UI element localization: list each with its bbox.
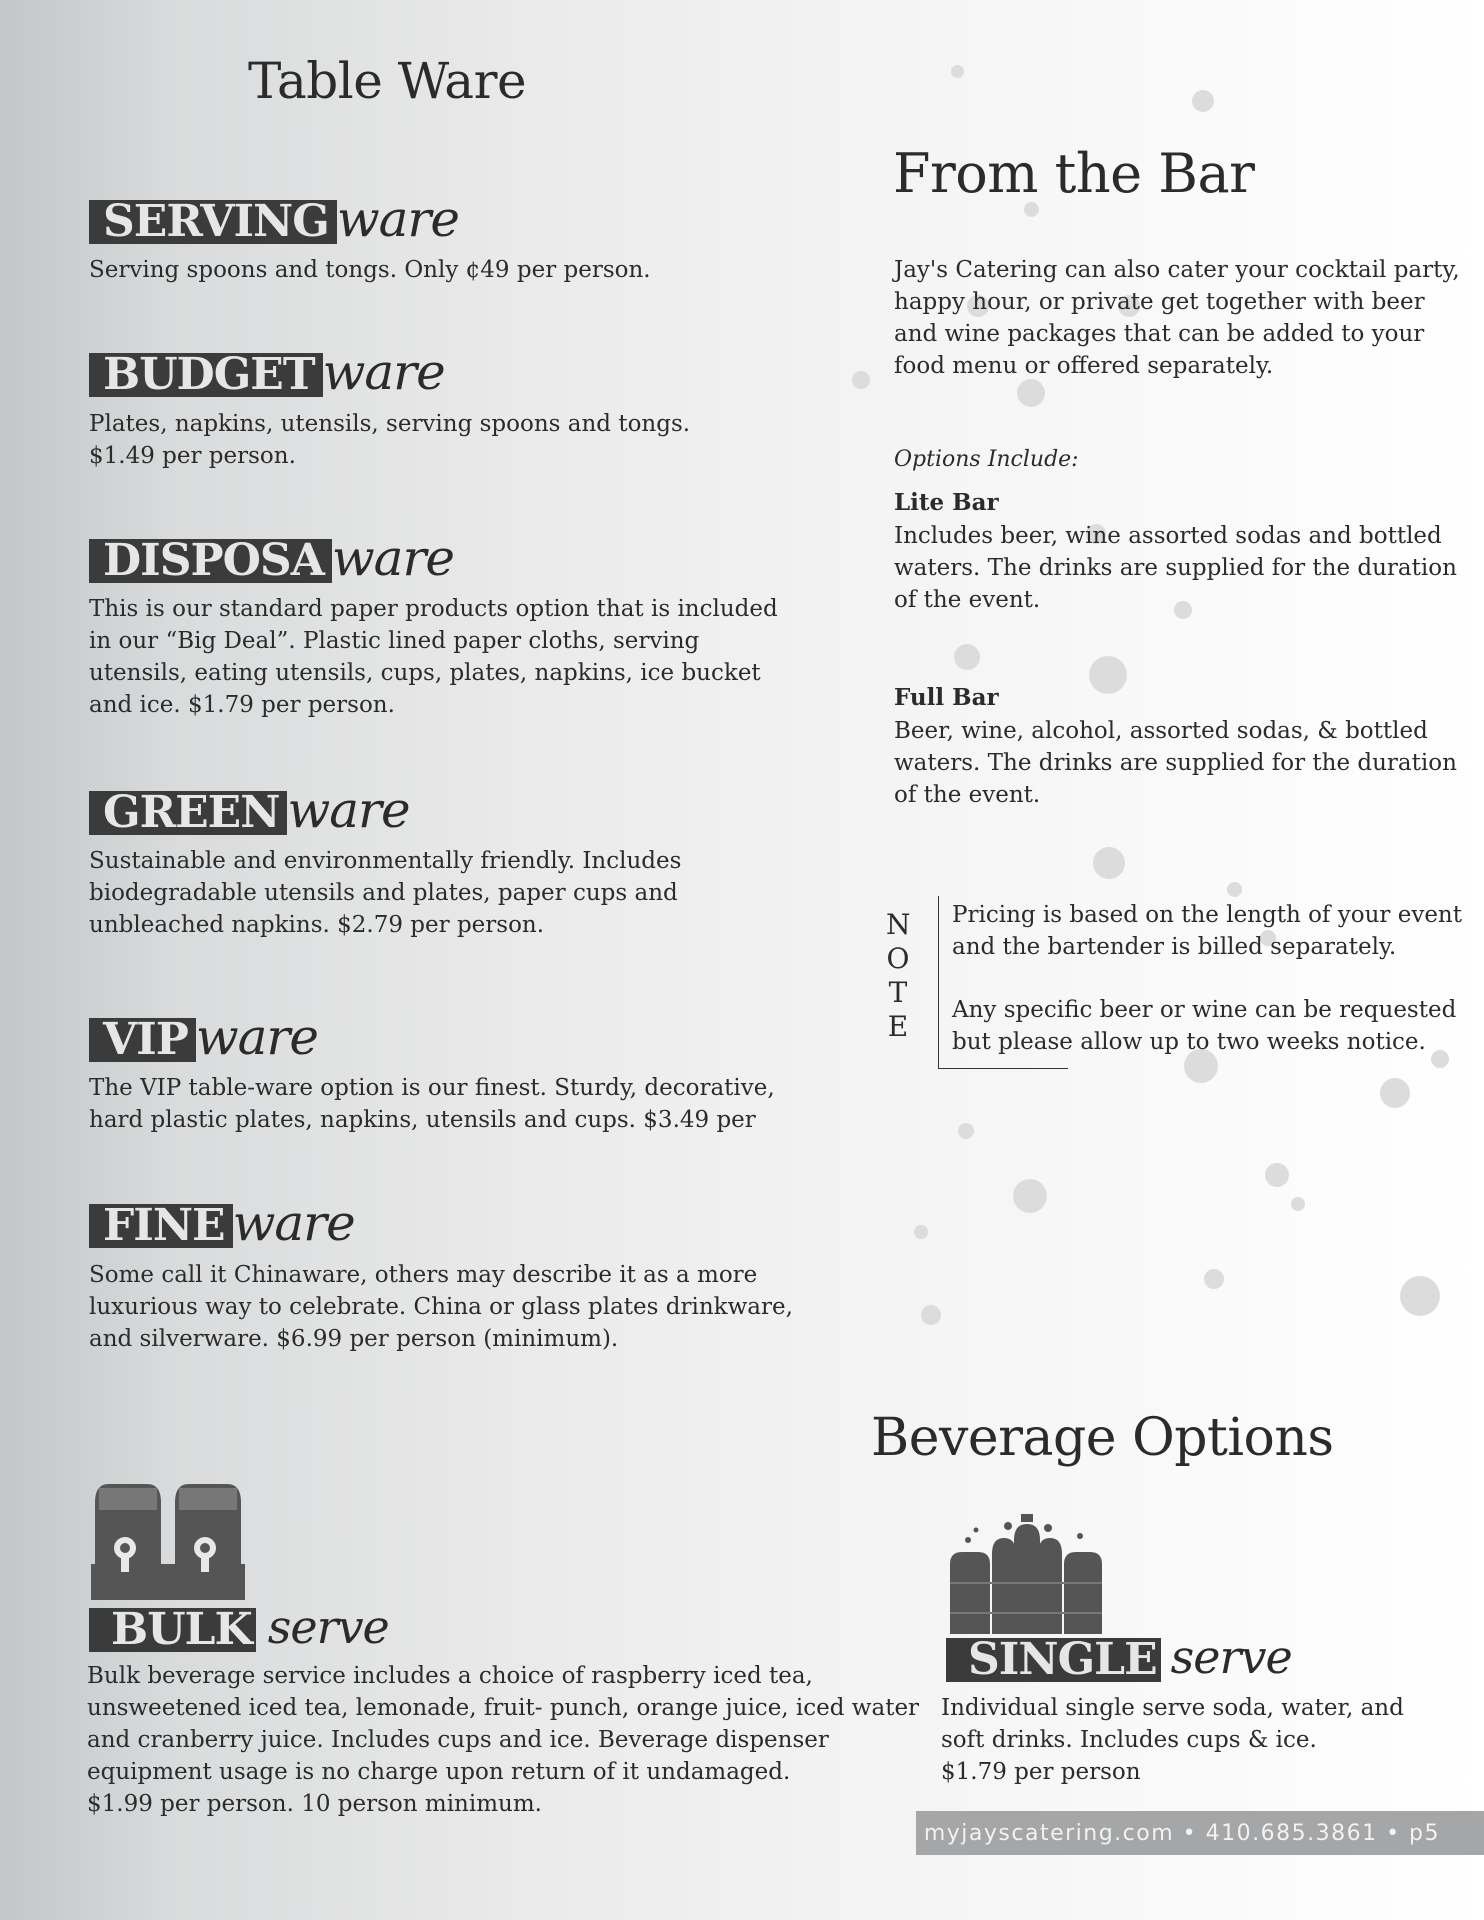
full-bar-description: Beer, wine, alcohol, assorted sodas, & bottled waters. The drinks are supplied for the duration of the event. bbox=[894, 718, 1457, 808]
bulkserve-highlight: BULK bbox=[89, 1608, 256, 1652]
note-letter: T bbox=[888, 976, 908, 1009]
servingware-highlight: SERVING bbox=[89, 200, 337, 244]
servingware-heading bbox=[89, 190, 459, 248]
budgetware-highlight: BUDGET bbox=[89, 353, 323, 397]
bottles-icon bbox=[948, 1512, 1104, 1638]
fineware-suffix: ware bbox=[232, 1194, 355, 1252]
note-divider bbox=[938, 896, 939, 1068]
bar-intro: Jay's Catering can also cater your cocktail party, happy hour, or private get together with beer and wine packages that can be added to your food menu or offered separately. bbox=[894, 257, 1460, 379]
options-label: Options Include: bbox=[894, 447, 1079, 472]
beverage-title: Beverage Options bbox=[871, 1408, 1334, 1468]
tableware-title: Table Ware bbox=[248, 52, 527, 110]
disposaware-suffix: ware bbox=[331, 529, 454, 587]
greenware-highlight: GREEN bbox=[89, 791, 287, 835]
greenware-heading bbox=[89, 781, 410, 839]
servingware-suffix: ware bbox=[336, 190, 459, 248]
lite-bar-description: Includes beer, wine assorted sodas and bottled waters. The drinks are supplied for the duration of the event. bbox=[894, 523, 1457, 613]
disposaware-heading bbox=[89, 529, 454, 587]
singleserve-highlight: SINGLE bbox=[946, 1638, 1161, 1682]
note-letter: O bbox=[886, 942, 910, 975]
note-pricing: Pricing is based on the length of your event and the bartender is billed separately. bbox=[952, 902, 1462, 960]
bulkserve-heading bbox=[89, 1598, 389, 1655]
fineware-heading bbox=[89, 1194, 355, 1252]
singleserve-description: Individual single serve soda, water, and soft drinks. Includes cups & ice. $1.79 per person bbox=[941, 1695, 1404, 1785]
vipware-suffix: ware bbox=[195, 1008, 318, 1066]
budgetware-description: Plates, napkins, utensils, serving spoons and tongs. $1.49 per person. bbox=[89, 411, 691, 469]
budgetware-suffix: ware bbox=[322, 343, 445, 401]
disposaware-description: This is our standard paper products option that is included in our “Big Deal”. Plastic lined paper cloths, serving utensils, eating utensils, cups, plates, napkins, ice bucket and ice. $1.79 per person. bbox=[89, 596, 778, 718]
lite-bar-name: Lite Bar bbox=[894, 489, 999, 516]
note-vertical-label bbox=[886, 908, 910, 1044]
full-bar-name: Full Bar bbox=[894, 684, 999, 711]
note-requests: Any specific beer or wine can be requested but please allow up to two weeks notice. bbox=[952, 997, 1457, 1055]
beverage-dispenser-icon bbox=[91, 1480, 245, 1604]
footer-contact-bar bbox=[916, 1811, 1484, 1855]
bulkserve-description: Bulk beverage service includes a choice of raspberry iced tea, unsweetened iced tea, lemonade, fruit- punch, orange juice, iced water and cranberry juice. Includes cups and ice. Beverage dispenser equipment usage is no charge upon return of it undamaged. $1.99 per person. 10 person minimum. bbox=[87, 1663, 920, 1817]
vipware-description: The VIP table-ware option is our finest. Sturdy, decorative, hard plastic plates, napkins, utensils and cups. $3.49 per bbox=[89, 1075, 775, 1133]
fineware-highlight: FINE bbox=[89, 1204, 233, 1248]
budgetware-heading bbox=[89, 343, 445, 401]
note-letter: N bbox=[886, 908, 911, 941]
singleserve-heading bbox=[946, 1628, 1292, 1685]
greenware-description: Sustainable and environmentally friendly. Includes biodegradable utensils and plates, paper cups and unbleached napkins. $2.79 per person. bbox=[89, 848, 682, 938]
note-letter: E bbox=[887, 1010, 909, 1043]
bar-title: From the Bar bbox=[893, 142, 1255, 205]
servingware-description: Serving spoons and tongs. Only ¢49 per person. bbox=[89, 257, 651, 283]
fineware-description: Some call it Chinaware, others may describe it as a more luxurious way to celebrate. China or glass plates drinkware, and silverware. $6.99 per person (minimum). bbox=[89, 1262, 793, 1352]
vipware-highlight: VIP bbox=[89, 1018, 196, 1062]
bulkserve-suffix: serve bbox=[267, 1600, 389, 1654]
vipware-heading bbox=[89, 1008, 318, 1066]
note-underline bbox=[938, 1068, 1068, 1069]
greenware-suffix: ware bbox=[287, 781, 410, 839]
singleserve-suffix: serve bbox=[1170, 1630, 1292, 1684]
footer-text: myjayscatering.com • 410.685.3861 • p5 bbox=[923, 1820, 1440, 1846]
disposaware-highlight: DISPOSA bbox=[89, 539, 332, 583]
